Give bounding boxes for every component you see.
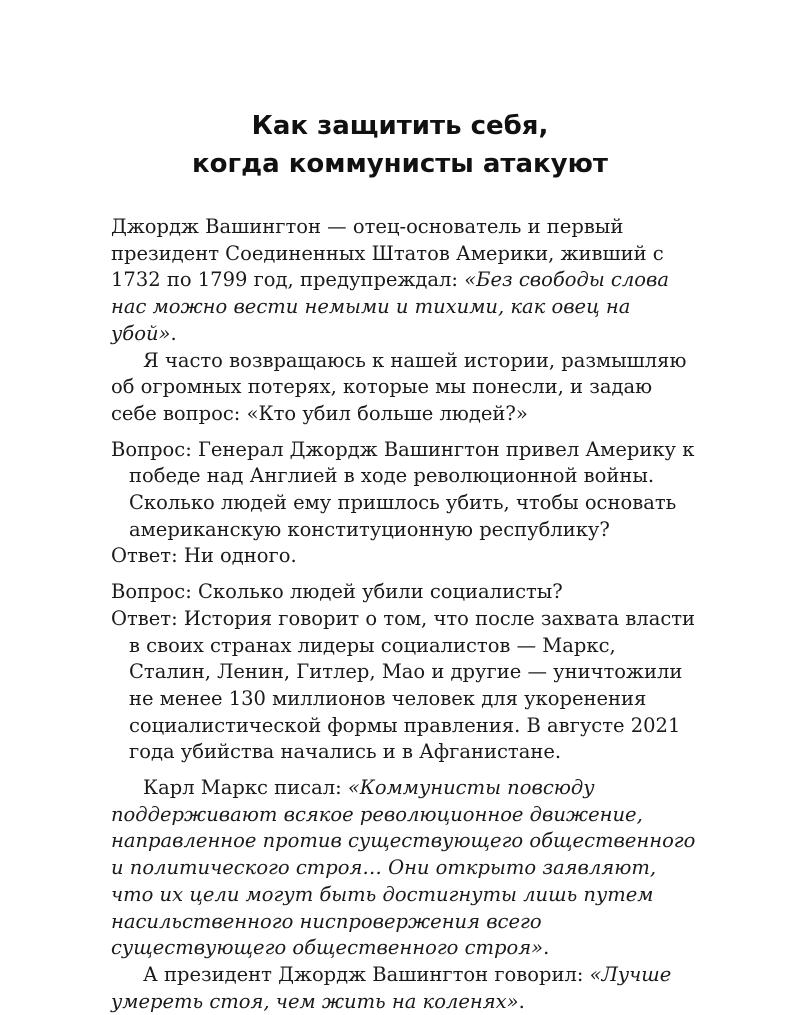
chapter-title-line-2: когда коммунисты атакуют (192, 149, 608, 179)
washington-final-quote: «Лучше умереть стоя, чем жить на коленях» (111, 962, 672, 1013)
answer-1: Ответ: Ни одного. (111, 544, 297, 568)
washington-quote-paragraph: Джордж Вашингтон — отец-основатель и первый президент Соединенных Штатов Америки, живший с 1732 по 1799 год, предупреждал: «Без свободы слова нас можно вести немыми и тихими, как овец на убой». (111, 215, 669, 345)
chapter-body (111, 214, 696, 1015)
history-paragraph: Я часто возвращаюсь к нашей истории, размышляю об огромных потерях, которые мы понесли, и задаю себе вопрос: «Кто убил больше людей?» (111, 348, 687, 425)
question-2: Вопрос: Сколько людей убили социалисты? (111, 580, 563, 604)
marx-paragraph: Карл Маркс писал: «Коммунисты повсюду поддерживают всякое революционное движение, направленное против существующего общественного и политического строя… Они открыто заявляют, что их цели могут быть достигнуты лишь путем насильственного ниспровержения всего существующего общественного строя». (111, 776, 696, 960)
question-1: Вопрос: Генерал Джордж Вашингтон привел Америку к победе над Англией в ходе революционной войны. Сколько людей ему пришлось убить, чтобы основать американскую конституционную республику? (111, 437, 695, 541)
washington-final-paragraph: А президент Джордж Вашингтон говорил: «Лучше умереть стоя, чем жить на коленях». (111, 962, 672, 1013)
washington-quote: «Без свободы слова нас можно вести немыми и тихими, как овец на убой» (111, 268, 669, 345)
answer-2: Ответ: История говорит о том, что после захвата власти в своих странах лидеры социалистов — Маркс, Сталин, Ленин, Гитлер, Мао и другие — уничтожили не менее 130 миллионов человек для укоренения социалистической формы правления. В августе 2021 года убийства начались и в Афганистане. (111, 606, 696, 764)
marx-quote: «Коммунисты повсюду поддерживают всякое революционное движение, направленное против существующего общественного и политического строя… Они открыто заявляют, что их цели могут быть достигнуты лишь путем насильственного ниспровержения всего существующего общественного строя» (111, 776, 696, 960)
chapter-title (0, 107, 800, 183)
chapter-title-line-1: Как защитить себя, (251, 111, 549, 141)
